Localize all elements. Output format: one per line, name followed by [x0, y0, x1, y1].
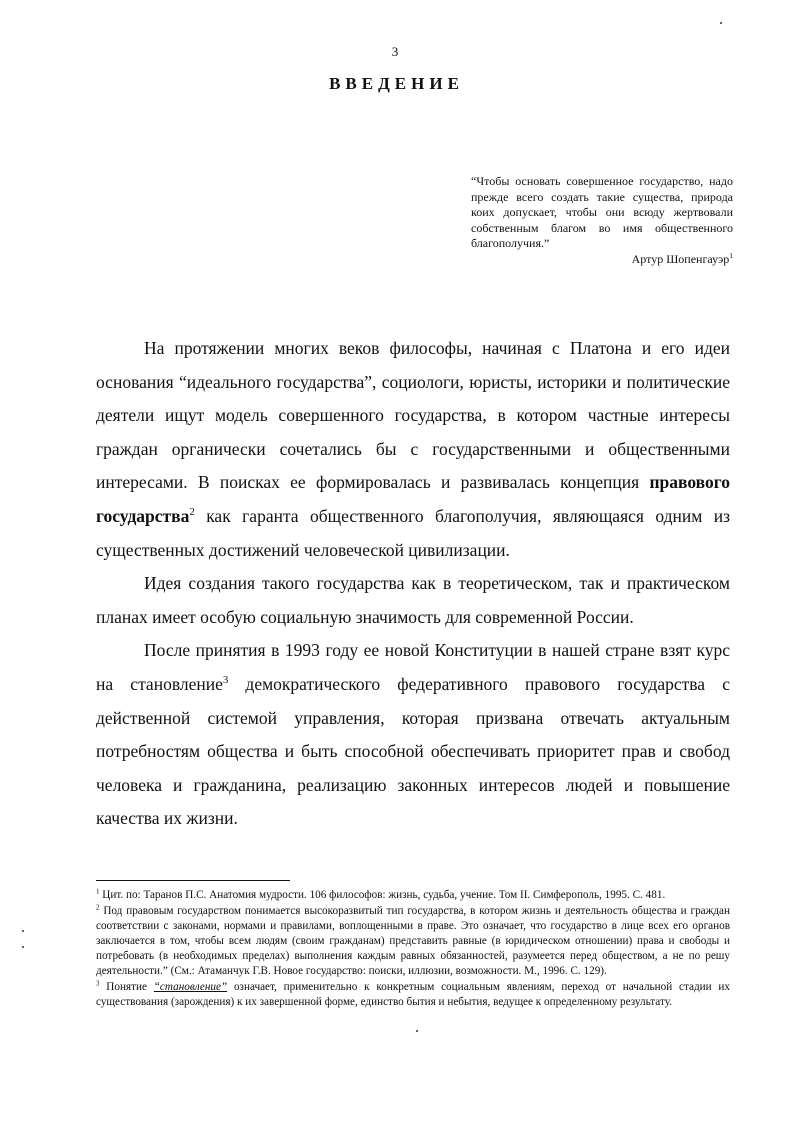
footnote-number: 2 [96, 903, 100, 912]
footnote-3 [96, 980, 730, 1010]
paragraph-3-text-b: демократического федеративного правового государства с действенной системой управления, которая призвана отвечать актуальным потребностям общества и быть способной обеспечивать приоритет прав и свобод человека и гражданина, реализацию законных интересов людей и повышение качества их жизни. [96, 673, 730, 829]
main-text [96, 332, 730, 836]
footnote-text: означает, применительно к конкретным социальным явлениям, переход от начальной стадии их существования (зарождения) к их завершенной форме, единство бытия и небытия, ведущее к определенному результату. [96, 981, 730, 1008]
footnote-ref-3: 3 [222, 674, 229, 687]
paragraph-3-text-a: После принятия в 1993 году ее новой Конституции в нашей стране взят курс на становление [96, 640, 730, 694]
key-term-rule-of-law: правового государства [96, 472, 730, 526]
paragraph-3 [96, 634, 730, 836]
footnote-text: Цит. по: Таранов П.С. Анатомия мудрости. 106 философов: жизнь, судьба, учение. Том II. Симферополь, 1995. С. 481. [102, 889, 666, 901]
paragraph-1-text-b: как гаранта общественного благополучия, являющаяся одним из существенных достижений человеческой цивилизации. [96, 505, 730, 560]
footnote-lead: Понятие [106, 981, 154, 993]
footnote-2 [96, 904, 730, 979]
footnote-1 [96, 888, 730, 903]
scan-speck [416, 1030, 418, 1032]
paragraph-1-text-a: На протяжении многих веков философы, начиная с Платона и его идеи основания “идеального государства”, социологи, юристы, историки и политические деятели ищут модель совершенного государства, в котором частные интересы граждан органически сочетались бы с государственными и общественными интересами. В поисках ее формировалась и развивалась концепция [96, 338, 730, 493]
footnote-ref-1: 1 [729, 250, 733, 260]
scan-speck [22, 930, 24, 932]
epigraph-author: Артур Шопенгауэр [631, 251, 730, 266]
epigraph-quote: “Чтобы основать совершенное государство, надо прежде всего создать такие существа, природа коих допускает, чтобы они всюду жертвовали собственным благом во имя общественного благополучия.” [471, 174, 733, 250]
paragraph-2: Идея создания такого государства как в теоретическом, так и практическом планах имеет особую социальную значимость для современной России. [96, 573, 730, 627]
footnote-term: “становление” [153, 981, 228, 993]
epigraph [471, 174, 733, 267]
scan-speck [720, 22, 722, 24]
footnote-text: Под правовым государством понимается высокоразвитый тип государства, в котором жизнь и деятельность общества и граждан соответствии с законами, нормами и правилами, воплощенными в праве. Это означает, что государство в лице всех его органов заключается в том, чтобы всем людям (своим гражданам) представить равные (в юридическом отношении) права и свободы и потребовать (в необходимых пределах) выполнения каждым равных обязанностей, разумеется перед обществом, а не по решу деятельности.” (См.: Атаманчук Г.В. Новое государство: поиски, иллюзии, возможности. М., 1996. С. 129). [96, 905, 731, 977]
footnotes [96, 888, 730, 1010]
footnote-ref-2: 2 [189, 506, 195, 519]
page-number: 3 [391, 44, 399, 59]
footnote-separator [96, 880, 290, 881]
epigraph-author-line [471, 252, 733, 268]
page-title: ВВЕДЕНИЕ [329, 74, 464, 93]
footnote-number: 3 [96, 979, 100, 988]
scan-speck [22, 946, 24, 948]
paragraph-1 [96, 332, 730, 567]
footnote-number: 1 [96, 887, 100, 896]
